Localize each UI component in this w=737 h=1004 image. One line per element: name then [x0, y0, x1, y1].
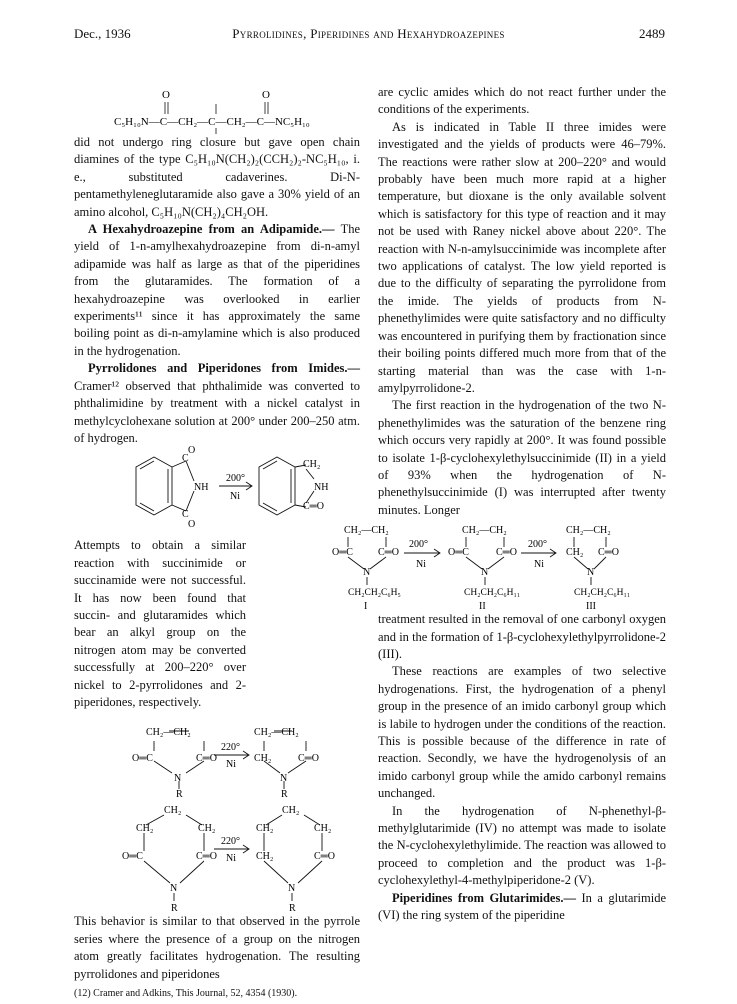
svg-text:CH₂: CH₂: [256, 851, 274, 863]
svg-text:C: C: [182, 453, 189, 465]
svg-text:CH₂CH₂C₆H₁₁: CH₂CH₂C₆H₁₁: [464, 588, 521, 599]
svg-text:O: O: [262, 89, 270, 101]
svg-text:O: O: [162, 89, 170, 101]
svg-text:CH₂CH₂C₆H₁₁: CH₂CH₂C₆H₁₁: [574, 588, 631, 599]
heading-piperidines: Piperidines from Glutarimides.—: [392, 890, 576, 905]
formula-text: C₅H₁₀N—C—CH₂—C—CH₂—C—NC₅H₁₀: [114, 116, 310, 128]
svg-text:N: N: [363, 567, 371, 579]
heading-pyrrolidones: Pyrrolidones and Piperidones from Imides.—: [88, 361, 360, 376]
svg-text:N: N: [170, 883, 178, 895]
svg-text:C═O: C═O: [196, 851, 217, 863]
svg-text:C: C: [182, 509, 189, 521]
para-methylglutarimide: In the hydrogenation of N-phenethyl-β-methylglutarimide (IV) no attempt was made to isolate the N-cyclohexylethylimide. The reaction was allowed to proceed to completion and the product was 1-β-cyclohexylethyl-4-methylpiperidone-2 (V).: [378, 803, 666, 888]
svg-text:C═O: C═O: [598, 547, 619, 559]
svg-text:CH₂—CH₂: CH₂—CH₂: [566, 525, 611, 537]
svg-text:CH₂: CH₂: [256, 823, 274, 835]
page-number: 2489: [639, 26, 665, 41]
svg-text:R: R: [176, 789, 183, 801]
svg-text:CH₂—CH₂: CH₂—CH₂: [344, 525, 389, 537]
para-hexahydroazepine: The yield of 1-n-amylhexahydroazepine from di-n-amyl adipamide was half as large as that of the piperidines from the glutaramides. The formation of a hexahydroazepine was overlooked in earlier experiments¹¹ since it has approximately the same boiling point as di-n-amylamine which is also produced in the hydrogenation.: [74, 222, 360, 358]
svg-text:CH₂: CH₂: [303, 459, 321, 471]
svg-text:N: N: [587, 567, 595, 579]
svg-text:C═O: C═O: [496, 547, 517, 559]
svg-text:O: O: [188, 445, 196, 457]
svg-text:O═C: O═C: [132, 753, 153, 765]
label-I: I: [364, 601, 368, 613]
running-title: Pyrrolidines, Piperidines and Hexahydroazepines: [232, 26, 505, 41]
glut-cat: Ni: [226, 853, 236, 865]
left-column: [74, 84, 360, 1001]
right-temp2: 200°: [528, 539, 547, 551]
para-table-ii: As is indicated in Table II three imides were investigated and the yields of products were 46–79%. The reactions were rather slow at 200–220° and would probably have been much more rapid at a higher temperature, but dioxane is the only available solvent which is satisfactory for this type of reaction and it may not be used with Raney nickel above about 220°. The reaction with N-n-amylsuccinimide was incomplete after two applications of catalyst. The low yield reported is due to the difficulty of separating the pyrrolidone from the imide. The yields of products from N-phenethylimides were quite satisfactory and no difficulty was encountered in purifying them by fractionation since their boiling points differed much more from that of the starting material than was the case with 1-n-amylpyrrolidone-2.: [378, 119, 666, 395]
svg-text:CH₂—CH₂: CH₂—CH₂: [254, 727, 299, 739]
right-column: [332, 84, 667, 924]
svg-text:N: N: [288, 883, 296, 895]
para-selective: These reactions are examples of two selective hydrogenations. First, the hydrogenation of a phenyl group in the presence of an imido carbonyl group which is labile to hydrogen under the conditions of the reaction. This is possible because of the difference in rate of reaction. Secondly, we have the hydrogenolysis of an imido carbonyl group while the amido carbonyl remains unchanged.: [378, 664, 666, 801]
para-longer-treatment: treatment resulted in the removal of one carbonyl oxygen and in the formation of 1-β-cyclohexylethylpyrrolidone-2 (III).: [378, 612, 666, 661]
svg-text:N: N: [481, 567, 489, 579]
svg-text:CH₂: CH₂: [136, 823, 154, 835]
svg-text:CH₂: CH₂: [198, 823, 216, 835]
svg-text:C═O: C═O: [298, 753, 319, 765]
svg-text:C═O: C═O: [378, 547, 399, 559]
svg-text:CH₂CH₂C₆H₅: CH₂CH₂C₆H₅: [348, 588, 401, 599]
svg-text:CH₂: CH₂: [314, 823, 332, 835]
glut-temp: 220°: [221, 836, 240, 848]
svg-text:O═C: O═C: [122, 851, 143, 863]
svg-text:CH₂: CH₂: [566, 547, 584, 559]
wrap-text-block: [74, 537, 244, 711]
label-II: II: [479, 601, 486, 613]
svg-text:N: N: [280, 773, 288, 785]
label-III: III: [586, 601, 596, 613]
svg-text:CH₂—CH₂: CH₂—CH₂: [462, 525, 507, 537]
svg-text:C═O: C═O: [314, 851, 335, 863]
svg-text:CH₂: CH₂: [282, 805, 300, 817]
svg-text:R: R: [171, 903, 178, 915]
svg-text:NH: NH: [194, 482, 209, 494]
para-pyrrole: This behavior is similar to that observed in the pyrrole series where the presence of a group on the nitrogen atom greatly facilitates hydrogenation. The resulting pyrrolidones and piperidones: [74, 914, 360, 981]
para-cyclic-amides: are cyclic amides which do not react further under the conditions of the experiments.: [378, 85, 666, 117]
para-cramer: Cramer¹² observed that phthalimide was converted to phthalimidine by treatment with a nickel catalyst in methylcyclohexane solution at 200° under 200–250 atm. of hydrogen.: [74, 378, 360, 445]
svg-text:CH₂: CH₂: [254, 753, 272, 765]
header-date: Dec., 1936: [74, 26, 131, 41]
svg-text:CH₂—CH₂: CH₂—CH₂: [146, 727, 191, 739]
para-open-chain: did not undergo ring closure but gave open chain diamines of the type C₅H₁₀N(CH₂)₂(CCH₂)₂-NC₅H₁₀, i. e., substituted cadaverines. Di-N-pentamethyleneglutaramide also gave a 30% yield of an amino alcohol, C₅H₁₀N(CH₂)₄CH₂OH.: [74, 135, 360, 219]
para-succinimide: Attempts to obtain a similar reaction with succinimide or succinamide were not successful. It has now been found that succin- and glutaramides which bear an alkyl group on the nitrogen atom may be converted successfully at 200–220° over nickel to 2-pyrrolidones and 2-piperidones, respectively.: [74, 538, 246, 709]
succinimide-scheme: [74, 715, 360, 801]
phthal-cat: Ni: [230, 491, 240, 503]
glutarimide-scheme: [74, 801, 360, 913]
svg-text:C═O: C═O: [303, 501, 324, 513]
svg-text:C═O: C═O: [196, 753, 217, 765]
svg-text:R: R: [289, 903, 296, 915]
phthal-temp: 200°: [226, 473, 245, 485]
right-cat2: Ni: [534, 559, 544, 571]
svg-text:O: O: [188, 519, 196, 531]
succ-temp: 220°: [221, 742, 240, 754]
svg-text:O═C: O═C: [332, 547, 353, 559]
svg-text:NH: NH: [314, 482, 329, 494]
para-first-reaction: The first reaction in the hydrogenation of the two N-phenethylimides was the saturation of the benzene ring which occurs very rapidly at 200°. It was found possible to isolate 1-β-cyclohexylethylsuccinimide (II) in a yield of 93% when the hydrogenation of N-phenethylsuccinimide (I) was interrupted after twenty minutes. Longer: [378, 398, 666, 517]
diamide-formula: [74, 84, 360, 134]
succ-cat: Ni: [226, 759, 236, 771]
svg-text:R: R: [281, 789, 288, 801]
svg-text:CH₂: CH₂: [164, 805, 182, 817]
right-cat1: Ni: [416, 559, 426, 571]
heading-hexahydroazepine: A Hexahydroazepine from an Adipamide.—: [88, 222, 335, 237]
right-temp1: 200°: [409, 539, 428, 551]
para-glutarimide: In a glutarimide (VI) the ring system of the piperidine: [378, 890, 667, 923]
svg-text:O═C: O═C: [448, 547, 469, 559]
footnote-12: (12) Cramer and Adkins, This Journal, 52, 4354 (1930).: [74, 988, 298, 999]
phthalimide-scheme: [74, 447, 360, 537]
phenethyl-scheme: [332, 519, 666, 613]
svg-text:N: N: [174, 773, 182, 785]
